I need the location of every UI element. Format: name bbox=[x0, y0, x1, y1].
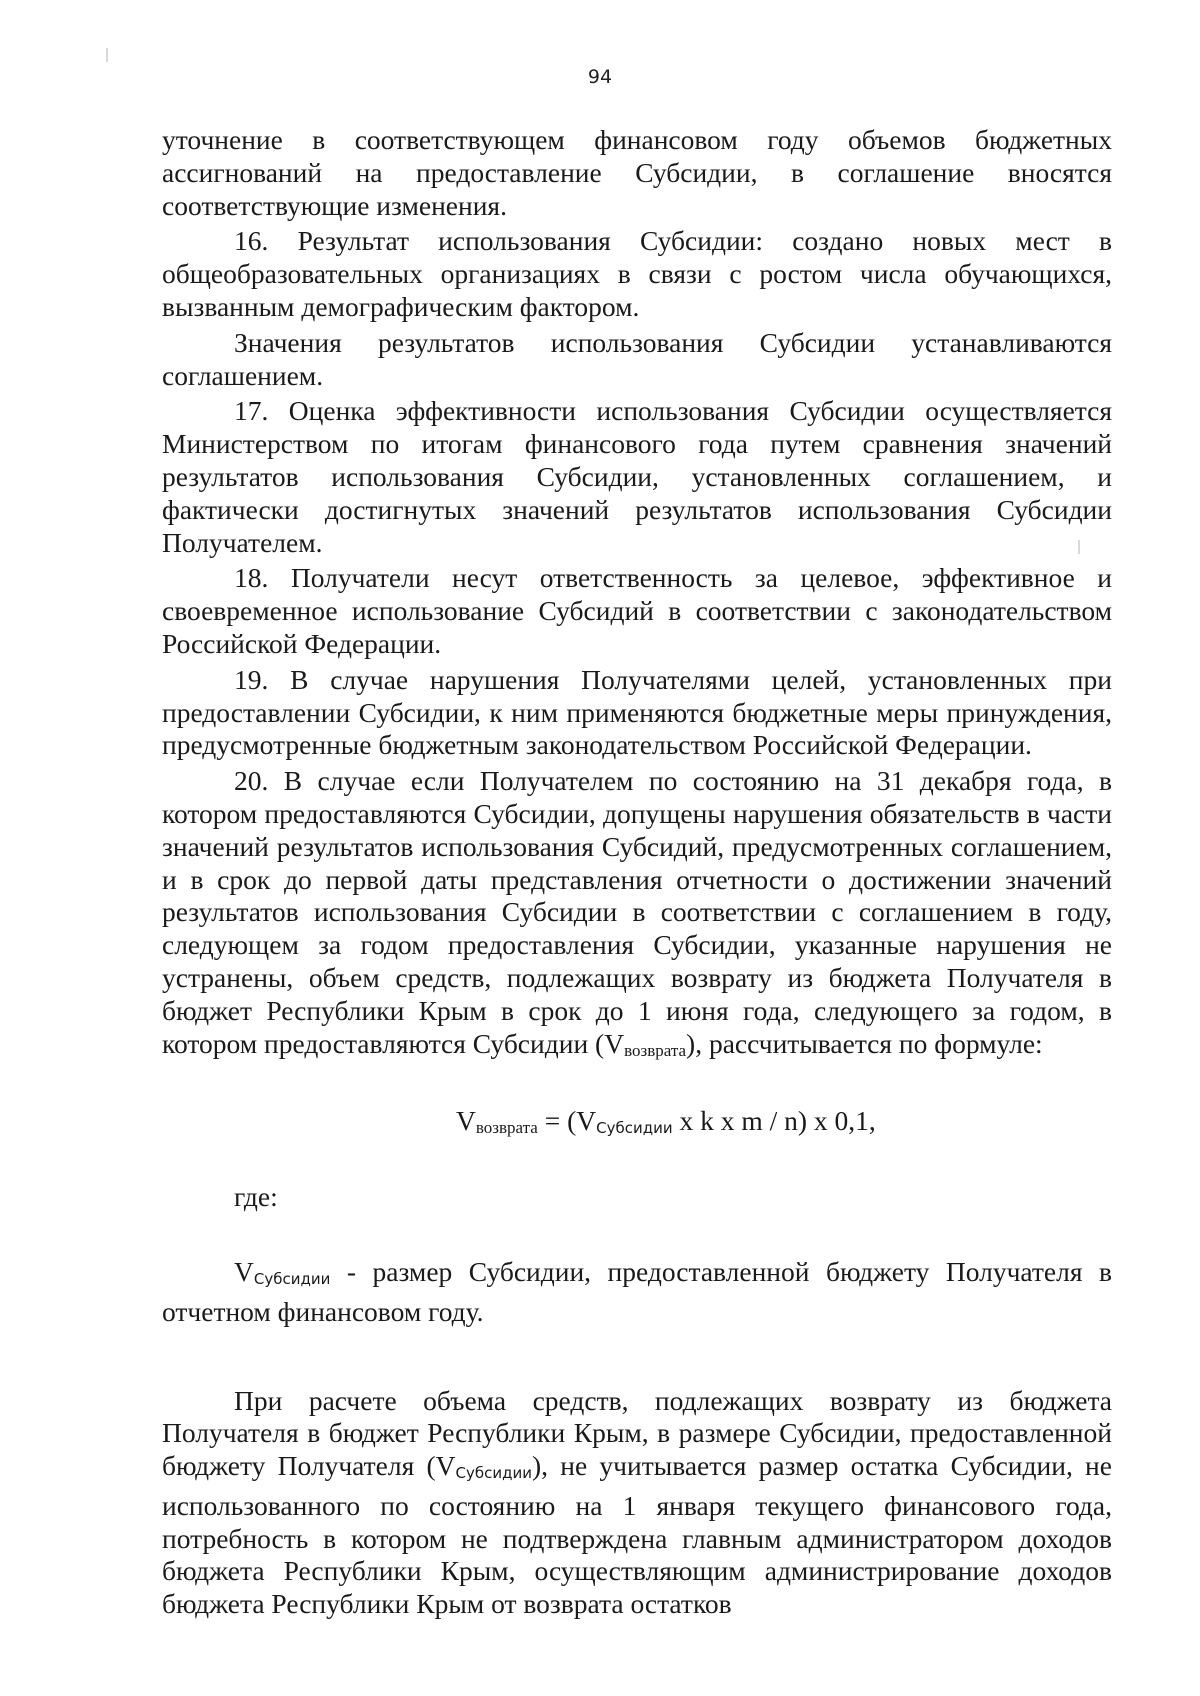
scan-artifact bbox=[1078, 540, 1080, 554]
paragraph-16: 16. Результат использования Субсидии: создано новых мест в общеобразовательных организациях в связи с ростом числа обучающихся, вызванным демографическим фактором. bbox=[162, 225, 1112, 322]
paragraph-20-text: 20. В случае если Получателем по состоянию на 31 декабря года, в котором предоставляются Субсидии, допущены нарушения обязательств в части значений результатов использования Субсидий, предусмотренных соглашением, и в срок до первой даты представления отчетности о достижении значений результатов использования Субсидии в соответствии с соглашением в году, следующем за годом предоставления Субсидии, указанные нарушения не устранены, объем средств, подлежащих возврату из бюджета Получателя в бюджет Республики Крым в срок до 1 июня года, следующего за годом, в котором предоставляются Субсидии ( bbox=[162, 765, 1112, 1059]
paragraph-continuation: уточнение в соответствующем финансовом году объемов бюджетных ассигнований на предоставление Субсидии, в соглашение вносятся соответствующие изменения. bbox=[162, 124, 1112, 221]
paragraph-20-text-end: ), рассчитывается по формуле: bbox=[686, 1027, 1043, 1059]
paragraph-17: 17. Оценка эффективности использования Субсидии осуществляется Министерством по итогам финансового года путем сравнения значений результатов использования Субсидии, установленных соглашением, и фактически достигнутых значений результатов использования Субсидии Получателем. bbox=[162, 395, 1112, 558]
formula-eq: = (V bbox=[537, 1105, 597, 1137]
document-body bbox=[162, 124, 1112, 1621]
calculation-note-text: При расчете объема средств, подлежащих возврату из бюджета Получателя в бюджет Республики Крым, в размере Субсидии, предоставленной бюджету Получателя ( bbox=[162, 1384, 1112, 1482]
paragraph-20 bbox=[162, 765, 1112, 1067]
paragraph-18: 18. Получатели несут ответственность за целевое, эффективное и своевременное использование Субсидий в соответствии с законодательством Российской Федерации. bbox=[162, 562, 1112, 659]
formula-rhs-subscript: Субсидии bbox=[596, 1119, 673, 1138]
calculation-note-var: V bbox=[435, 1450, 456, 1482]
formula-lhs: V bbox=[456, 1105, 476, 1137]
definition-v-subsidy bbox=[162, 1256, 1112, 1329]
definition-var: V bbox=[234, 1255, 254, 1287]
paragraph-calculation-note bbox=[162, 1385, 1112, 1622]
page-number: 94 bbox=[587, 66, 613, 88]
paragraph-19: 19. В случае нарушения Получателями целей, установленных при предоставлении Субсидии, к ним применяются бюджетные меры принуждения, предусмотренные бюджетным законодательством Российской Федерации. bbox=[162, 663, 1112, 761]
formula-rest: x k x m / n) x 0,1, bbox=[672, 1105, 876, 1137]
formula bbox=[162, 1105, 1112, 1145]
definition-var-subscript: Субсидии bbox=[253, 1269, 331, 1288]
calculation-note-var-subscript: Субсидии bbox=[455, 1464, 532, 1483]
paragraph-result-values: Значения результатов использования Субсидии устанавливаются соглашением. bbox=[162, 326, 1112, 391]
var-v-return: V bbox=[604, 1027, 625, 1059]
formula-lhs-subscript: возврата bbox=[475, 1118, 538, 1138]
where-label: где: bbox=[234, 1181, 278, 1213]
var-v-return-subscript: возврата bbox=[624, 1040, 687, 1060]
scan-artifact bbox=[106, 48, 108, 62]
definition-text: - размер Субсидии, предоставленной бюджету Получателя в отчетном финансовом году. bbox=[162, 1255, 1112, 1327]
calculation-note-text-end: ), не учитывается размер остатка Субсидии, не использованного по состоянию на 1 января текущего финансового года, потребность в котором не подтверждена главным администратором доходов бюджета Республики Крым, осуществляющим администрирование доходов бюджета Республики Крым от возврата остатков bbox=[162, 1450, 1112, 1620]
